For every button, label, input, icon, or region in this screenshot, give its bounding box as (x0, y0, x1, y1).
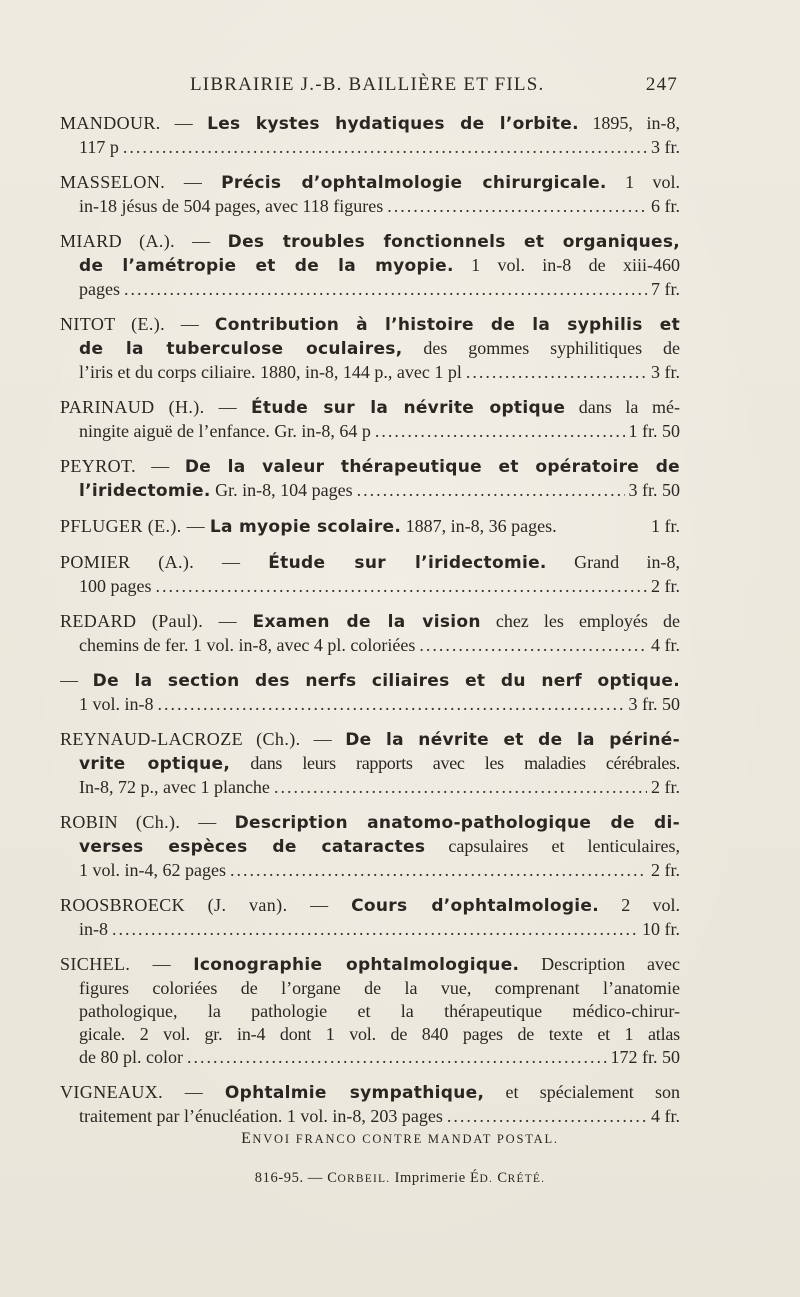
book-details: 1 vol. in-8 (79, 694, 154, 714)
price: 2 fr. (651, 860, 680, 880)
price: 6 fr. (651, 196, 680, 216)
book-title: Description anatomo-pathologique de di- (234, 813, 680, 833)
book-details: Description avec (519, 954, 680, 974)
book-details: 1895, in-8, (578, 113, 680, 133)
price: 4 fr. (651, 1106, 680, 1126)
price: 7 fr. (651, 279, 680, 299)
price: 3 fr. (651, 362, 680, 382)
dot-leader (466, 361, 647, 384)
book-list (60, 112, 680, 1140)
book-title: De la section des nerfs ciliaires et du nerf optique. (92, 671, 680, 691)
dot-leader (230, 859, 647, 882)
book-details: 1 vol. in-8 de xiii-460 (453, 255, 680, 275)
book-title: Cours d’ophtalmologie. (351, 896, 600, 916)
author: ROBIN (Ch.). — (60, 812, 235, 832)
author: REYNAUD-LACROZE (Ch.). — (60, 729, 346, 749)
entry-line (60, 455, 680, 479)
dot-leader (447, 1105, 647, 1128)
book-title: vrite optique, (79, 754, 231, 774)
price: 2 fr. (651, 576, 680, 596)
book-details: figures coloriées de l’organe de la vue, comprenant l’anatomie (79, 978, 680, 998)
price: 1 fr. 50 (628, 421, 680, 441)
book-details: in-8 (79, 919, 108, 939)
entry-line (60, 313, 680, 337)
book-details: des gommes syphilitiques de (402, 338, 680, 358)
book-title: La myopie scolaire. (209, 517, 402, 537)
page-number: 247 (645, 74, 678, 95)
author: PARINAUD (H.). — (60, 397, 251, 417)
book-title: De la névrite et de la périné- (345, 730, 680, 750)
price: 10 fr. (642, 919, 680, 939)
price: 172 fr. 50 (610, 1047, 680, 1067)
dot-leader (112, 918, 638, 941)
entry-line (60, 1023, 680, 1046)
entry-line (60, 634, 680, 657)
entry-line (60, 361, 680, 384)
printer-label: Imprimerie (390, 1170, 471, 1186)
author: PEYROT. — (60, 456, 185, 476)
entry-line (60, 693, 680, 716)
list-item (60, 515, 680, 539)
entry-line (60, 230, 680, 254)
publisher-heading: LIBRAIRIE J.-B. BAILLIÈRE ET FILS. (190, 74, 545, 95)
list-item (60, 728, 680, 799)
entry-line (60, 728, 680, 752)
list-item (60, 396, 680, 443)
price: 1 fr. (651, 516, 680, 536)
book-title: de la tuberculose oculaires, (79, 339, 403, 359)
book-title: Étude sur la névrite optique (251, 398, 566, 418)
book-details: capsulaires et lenticulaires, (425, 836, 680, 856)
book-title: Examen de la vision (252, 612, 481, 632)
list-item (60, 894, 680, 941)
entry-line (60, 894, 680, 918)
entry-line (60, 918, 680, 941)
author: POMIER (A.). — (60, 552, 269, 572)
dot-leader (158, 693, 625, 716)
printer-imprint (0, 1170, 800, 1187)
entry-line (60, 859, 680, 882)
book-details: de 80 pl. color (79, 1047, 183, 1067)
book-details: 1 vol. in-4, 62 pages (79, 860, 226, 880)
book-details: dans leurs rapports avec les maladies cérébrales. (230, 753, 680, 773)
entry-line (60, 977, 680, 1000)
dot-leader (375, 420, 625, 443)
list-item (60, 171, 680, 218)
book-details: pathologique, la pathologie et la thérapeutique médico-chirur- (79, 1001, 680, 1021)
book-title: Contribution à l’histoire de la syphilis et (214, 315, 680, 335)
entry-line (60, 396, 680, 420)
author: REDARD (Paul). — (60, 611, 253, 631)
shipping-note-initial: E (241, 1130, 253, 1147)
list-item (60, 669, 680, 716)
price: 3 fr. (651, 137, 680, 157)
entry-line (60, 835, 680, 859)
price: 3 fr. 50 (628, 694, 680, 714)
author: ROOSBROECK (J. van). — (60, 895, 352, 915)
entry-line (60, 337, 680, 361)
dot-leader (357, 479, 625, 502)
printer-surname-initial: C (497, 1170, 508, 1186)
book-details: chez les employés de (480, 611, 680, 631)
dot-leader (123, 136, 647, 159)
author: PFLUGER (E.). — (60, 516, 210, 536)
dot-leader (124, 278, 647, 301)
entry-line (60, 953, 680, 977)
author: — (60, 670, 93, 690)
entry-line (60, 1000, 680, 1023)
author: MASSELON. — (60, 172, 222, 192)
book-title: Iconographie ophtalmologique. (193, 955, 520, 975)
list-item (60, 811, 680, 882)
book-title: verses espèces de cataractes (79, 837, 426, 857)
author: VIGNEAUX. — (60, 1082, 225, 1102)
entry-line (60, 551, 680, 575)
book-title: de l’amétropie et de la myopie. (79, 256, 454, 276)
entry-line (60, 811, 680, 835)
book-details: l’iris et du corps ciliaire. 1880, in-8, 144 p., avec 1 pl (79, 362, 462, 382)
book-title: Les kystes hydatiques de l’orbite. (207, 114, 579, 134)
list-item (60, 551, 680, 598)
book-details: Grand in-8, (546, 552, 680, 572)
entry-line (60, 195, 680, 218)
book-details: 1887, in-8, 36 pages. (401, 516, 557, 536)
book-title: l’iridectomie. (79, 481, 211, 501)
dot-leader (155, 575, 647, 598)
author: SICHEL. — (60, 954, 194, 974)
dot-leader (187, 1046, 607, 1069)
entry-line (60, 1105, 680, 1128)
book-details: pages (79, 279, 120, 299)
entry-line (60, 1081, 680, 1105)
printer-ed: D. (479, 1173, 494, 1185)
list-item (60, 230, 680, 301)
printer-surname: RÉTÉ. (507, 1173, 546, 1185)
entry-line (60, 1046, 680, 1069)
print-code: 816-95. — (254, 1170, 328, 1186)
entry-line (60, 112, 680, 136)
book-details: gicale. 2 vol. gr. in-4 dont 1 vol. de 840 pages de texte et 1 atlas (79, 1024, 680, 1044)
entry-line (60, 575, 680, 598)
book-title: De la valeur thérapeutique et opératoire de (184, 457, 680, 477)
entry-line (60, 136, 680, 159)
book-details: In-8, 72 p., avec 1 planche (79, 777, 270, 797)
list-item (60, 610, 680, 657)
dot-leader (274, 776, 647, 799)
author: MIARD (A.). — (60, 231, 228, 251)
author: NITOT (E.). — (60, 314, 215, 334)
book-title: Des troubles fonctionnels et organiques, (227, 232, 680, 252)
book-details: et spécialement son (484, 1082, 680, 1102)
dot-leader (387, 195, 647, 218)
entry-line (60, 479, 680, 503)
author: MANDOUR. — (60, 113, 208, 133)
dot-leader (419, 634, 647, 657)
list-item (60, 455, 680, 503)
book-details: 100 pages (79, 576, 152, 596)
entry-line (60, 752, 680, 776)
printer-city-initial: C (327, 1170, 338, 1186)
printer-ed-initial: É (470, 1170, 480, 1186)
entry-line (60, 420, 680, 443)
shipping-note (0, 1130, 800, 1148)
entry-line (60, 171, 680, 195)
entry-line (60, 515, 680, 539)
book-title: Étude sur l’iridectomie. (268, 553, 547, 573)
printer-city: ORBEIL. (337, 1173, 391, 1185)
shipping-note-text: NVOI FRANCO CONTRE MANDAT POSTAL. (252, 1132, 559, 1146)
book-details: Gr. in-8, 104 pages (210, 480, 353, 500)
book-title: Précis d’ophtalmologie chirurgicale. (221, 173, 607, 193)
entry-line (60, 776, 680, 799)
book-details: dans la mé- (565, 397, 680, 417)
entry-line (60, 254, 680, 278)
book-title: Ophtalmie sympathique, (224, 1083, 485, 1103)
book-details: chemins de fer. 1 vol. in-8, avec 4 pl. coloriées (79, 635, 416, 655)
price: 2 fr. (651, 777, 680, 797)
list-item (60, 112, 680, 159)
book-details: in-18 jésus de 504 pages, avec 118 figures (79, 196, 384, 216)
list-item (60, 313, 680, 384)
list-item (60, 953, 680, 1069)
entry-line (60, 278, 680, 301)
list-item (60, 1081, 680, 1128)
entry-line (60, 610, 680, 634)
book-details: ningite aiguë de l’enfance. Gr. in-8, 64 p (79, 421, 371, 441)
book-details: 2 vol. (599, 895, 680, 915)
book-details: 1 vol. (606, 172, 680, 192)
book-details: 117 p (79, 137, 119, 157)
price: 4 fr. (651, 635, 680, 655)
book-details: traitement par l’énucléation. 1 vol. in-8, 203 pages (79, 1106, 443, 1126)
price: 3 fr. 50 (628, 480, 680, 500)
entry-line (60, 669, 680, 693)
